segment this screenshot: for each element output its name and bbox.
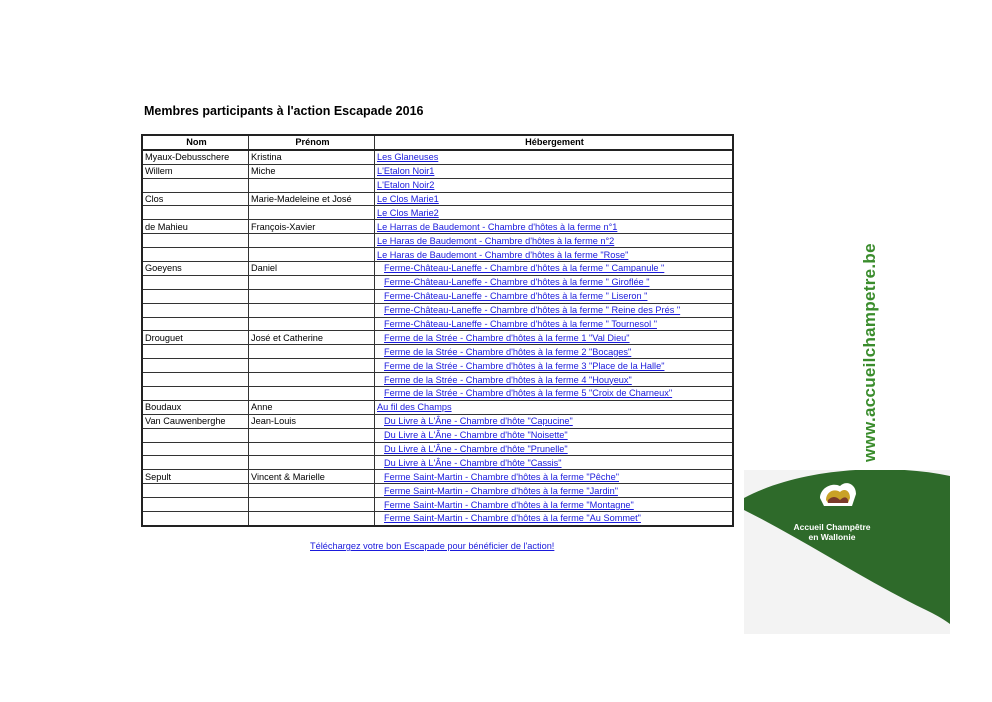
logo-text: [786, 522, 878, 542]
table-row: [142, 512, 733, 526]
cell-prenom: [249, 289, 375, 303]
hebergement-link[interactable]: Ferme-Château-Laneffe - Chambre d'hôtes à la ferme " Liseron ": [384, 291, 648, 302]
cell-prenom: François-Xavier: [249, 220, 375, 234]
column-header-prenom: Prénom: [249, 135, 375, 150]
cell-hebergement: [375, 206, 734, 220]
cell-prenom: [249, 317, 375, 331]
hebergement-link[interactable]: Le Harras de Baudemont - Chambre d'hôtes à la ferme n°1: [377, 221, 618, 232]
table-row: [142, 428, 733, 442]
cell-prenom: [249, 178, 375, 192]
cell-nom: [142, 303, 249, 317]
hebergement-link[interactable]: Ferme Saint-Martin - Chambre d'hôtes à la ferme "Jardin": [384, 485, 618, 496]
cell-nom: Van Cauwenberghe: [142, 414, 249, 428]
cell-hebergement: [375, 470, 734, 484]
cell-prenom: Miche: [249, 164, 375, 178]
cell-prenom: [249, 456, 375, 470]
cell-nom: Boudaux: [142, 400, 249, 414]
hebergement-link[interactable]: Ferme de la Strée - Chambre d'hôtes à la ferme 1 "Val Dieu": [384, 332, 630, 343]
cell-hebergement: [375, 359, 734, 373]
hebergement-link[interactable]: Le Clos Marie1: [377, 194, 439, 204]
hebergement-link[interactable]: Ferme-Château-Laneffe - Chambre d'hôtes à la ferme " Giroflée ": [384, 277, 650, 288]
cell-prenom: [249, 345, 375, 359]
cell-prenom: [249, 428, 375, 442]
table-body: [142, 150, 733, 526]
cell-hebergement: [375, 456, 734, 470]
hebergement-link[interactable]: L'Etalon Noir1: [377, 166, 435, 177]
cell-prenom: Marie-Madeleine et José: [249, 192, 375, 206]
cell-prenom: [249, 442, 375, 456]
cell-prenom: [249, 484, 375, 498]
table-row: [142, 289, 733, 303]
cell-prenom: [249, 373, 375, 387]
cell-hebergement: [375, 262, 734, 276]
hebergement-link[interactable]: Ferme Saint-Martin - Chambre d'hôtes à la ferme "Au Sommet": [384, 513, 641, 524]
table-row: [142, 150, 733, 164]
download-voucher-link[interactable]: Téléchargez votre bon Escapade pour bénéficier de l'action!: [310, 541, 555, 551]
cell-hebergement: [375, 275, 734, 289]
cell-nom: Myaux-Debusschere: [142, 150, 249, 164]
table-row: [142, 470, 733, 484]
cell-prenom: [249, 234, 375, 248]
cell-nom: [142, 387, 249, 401]
cell-nom: Clos: [142, 192, 249, 206]
table-row: [142, 373, 733, 387]
table-row: [142, 178, 733, 192]
cell-hebergement: [375, 289, 734, 303]
cell-hebergement: [375, 234, 734, 248]
table-row: [142, 484, 733, 498]
cell-hebergement: [375, 512, 734, 526]
cell-nom: [142, 512, 249, 526]
table-row: [142, 275, 733, 289]
cell-nom: [142, 456, 249, 470]
cell-prenom: Daniel: [249, 262, 375, 276]
cell-nom: Drouguet: [142, 331, 249, 345]
logo-line-1: Accueil Champêtre: [793, 522, 871, 532]
table-row: [142, 498, 733, 512]
cell-prenom: Jean-Louis: [249, 414, 375, 428]
cell-nom: [142, 428, 249, 442]
logo-line-2: en Wallonie: [808, 532, 856, 542]
cell-hebergement: [375, 442, 734, 456]
accueil-champetre-logo: [744, 470, 950, 634]
hebergement-link[interactable]: Ferme de la Strée - Chambre d'hôtes à la ferme 4 "Houyeux": [384, 374, 632, 385]
cell-prenom: [249, 387, 375, 401]
table-row: [142, 345, 733, 359]
hebergement-link[interactable]: Ferme-Château-Laneffe - Chambre d'hôtes à la ferme " Reine des Prés ": [384, 305, 681, 316]
table-row: [142, 220, 733, 234]
hebergement-link[interactable]: Le Clos Marie2: [377, 207, 439, 218]
cell-nom: Sepult: [142, 470, 249, 484]
cell-nom: [142, 275, 249, 289]
cell-hebergement: [375, 248, 734, 262]
cell-hebergement: [375, 373, 734, 387]
site-url-text: www.accueilchampetre.be: [860, 243, 879, 462]
hebergement-link[interactable]: Au fil des Champs: [377, 402, 452, 413]
cell-hebergement: [375, 317, 734, 331]
table-row: [142, 303, 733, 317]
table-header-row: [142, 135, 733, 150]
cell-hebergement: [375, 414, 734, 428]
column-header-nom: Nom: [142, 135, 249, 150]
cell-hebergement: [375, 331, 734, 345]
table-row: [142, 248, 733, 262]
cell-nom: [142, 345, 249, 359]
cell-hebergement: [375, 220, 734, 234]
members-table: [141, 134, 734, 527]
cell-nom: [142, 359, 249, 373]
cell-hebergement: [375, 400, 734, 414]
hebergement-link[interactable]: Ferme-Château-Laneffe - Chambre d'hôtes à la ferme " Campanule ": [384, 263, 665, 274]
cell-prenom: [249, 275, 375, 289]
cell-hebergement: [375, 387, 734, 401]
cell-nom: [142, 234, 249, 248]
hebergement-link[interactable]: Du Livre à L'Âne - Chambre d'hôte "Cassis": [384, 457, 562, 468]
table-row: [142, 164, 733, 178]
hebergement-link[interactable]: Du Livre à L'Âne - Chambre d'hôte "Prunelle": [384, 444, 568, 455]
cell-nom: [142, 206, 249, 220]
cell-nom: [142, 178, 249, 192]
cell-prenom: Anne: [249, 400, 375, 414]
hebergement-link[interactable]: Ferme de la Strée - Chambre d'hôtes à la ferme 3 "Place de la Halle": [384, 360, 665, 371]
table-row: [142, 262, 733, 276]
hebergement-link[interactable]: Les Glaneuses: [377, 152, 439, 163]
cell-prenom: [249, 498, 375, 512]
table-row: [142, 317, 733, 331]
cell-hebergement: [375, 498, 734, 512]
cell-hebergement: [375, 164, 734, 178]
table-row: [142, 192, 733, 206]
cell-prenom: José et Catherine: [249, 331, 375, 345]
cell-prenom: [249, 359, 375, 373]
cell-nom: [142, 248, 249, 262]
table-row: [142, 442, 733, 456]
hebergement-link[interactable]: Le Haras de Baudemont - Chambre d'hôtes à la ferme n°2: [377, 235, 615, 246]
hebergement-link[interactable]: L'Etalon Noir2: [377, 180, 435, 191]
column-header-hebergement: Hébergement: [375, 135, 734, 150]
cell-nom: [142, 498, 249, 512]
table-row: [142, 456, 733, 470]
table-row: [142, 414, 733, 428]
cell-hebergement: [375, 428, 734, 442]
hebergement-link[interactable]: Ferme Saint-Martin - Chambre d'hôtes à la ferme "Pêche": [384, 471, 619, 482]
cell-prenom: Kristina: [249, 150, 375, 164]
cell-nom: [142, 484, 249, 498]
cell-nom: de Mahieu: [142, 220, 249, 234]
table-row: [142, 387, 733, 401]
cell-hebergement: [375, 345, 734, 359]
cell-hebergement: [375, 192, 734, 206]
cell-hebergement: [375, 484, 734, 498]
cell-nom: Goeyens: [142, 262, 249, 276]
cell-nom: [142, 289, 249, 303]
cell-prenom: [249, 303, 375, 317]
cell-hebergement: [375, 150, 734, 164]
hebergement-link[interactable]: Ferme de la Strée - Chambre d'hôtes à la ferme 2 "Bocages": [384, 346, 632, 357]
table-row: [142, 359, 733, 373]
table-row: [142, 206, 733, 220]
cell-nom: Willem: [142, 164, 249, 178]
cell-prenom: [249, 206, 375, 220]
hebergement-link[interactable]: Du Livre à L'Âne - Chambre d'hôte "Noisette": [384, 430, 568, 441]
cell-hebergement: [375, 178, 734, 192]
cell-nom: [142, 373, 249, 387]
table-row: [142, 400, 733, 414]
table-row: [142, 331, 733, 345]
hebergement-link[interactable]: Ferme de la Strée - Chambre d'hôtes à la ferme 5 "Croix de Charneux": [384, 388, 673, 399]
hebergement-link[interactable]: Le Haras de Baudemont - Chambre d'hôtes à la ferme "Rose": [377, 249, 629, 260]
page-title: Membres participants à l'action Escapade 2016: [144, 104, 424, 118]
cell-hebergement: [375, 303, 734, 317]
table-row: [142, 234, 733, 248]
hebergement-link[interactable]: Du Livre à L'Âne - Chambre d'hôte "Capucine": [384, 416, 573, 427]
hebergement-link[interactable]: Ferme-Château-Laneffe - Chambre d'hôtes à la ferme " Tournesol ": [384, 319, 657, 330]
cell-prenom: [249, 248, 375, 262]
cell-prenom: [249, 512, 375, 526]
cell-prenom: Vincent & Marielle: [249, 470, 375, 484]
cell-nom: [142, 442, 249, 456]
hebergement-link[interactable]: Ferme Saint-Martin - Chambre d'hôtes à la ferme "Montagne": [384, 499, 634, 510]
cell-nom: [142, 317, 249, 331]
